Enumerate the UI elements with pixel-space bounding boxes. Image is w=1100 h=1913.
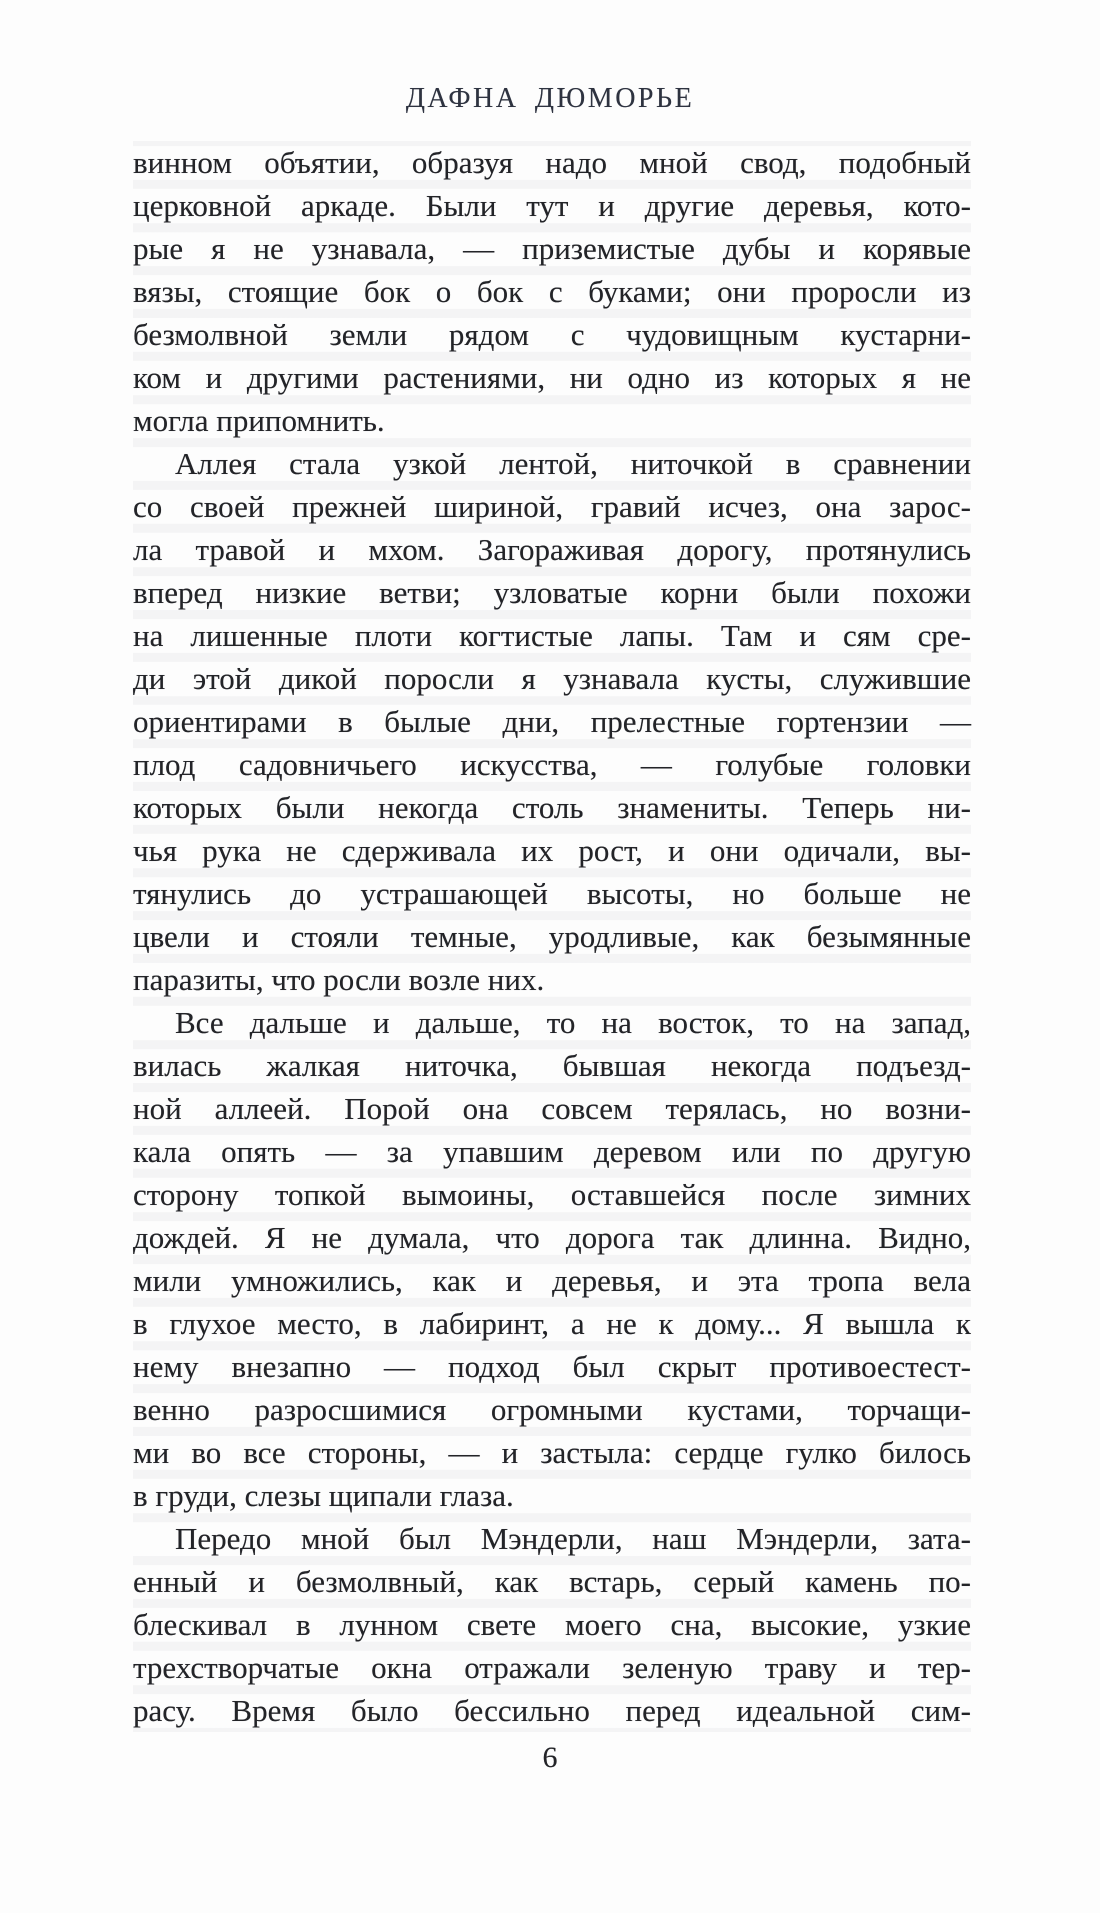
paragraph [133,1001,971,1517]
text-line: Все дальше и дальше, то на восток, то на запад, [175,1005,971,1040]
text-line: трехстворчатые окна отражали зеленую траву и тер- [133,1650,971,1685]
text-line: которых были некогда столь знамениты. Теперь ни- [133,790,971,825]
text-line: венно разросшимися огромными кустами, торчащи- [133,1392,971,1427]
text-line: в глухое место, в лабиринт, а не к дому... Я вышла к [133,1306,971,1341]
text-line: блескивал в лунном свете моего сна, высокие, узкие [133,1607,971,1642]
running-header: ДАФНА ДЮМОРЬЕ [405,83,695,114]
text-line: на лишенные плоти когтистые лапы. Там и сям сре- [133,618,971,653]
text-line: рые я не узнавала, — приземистые дубы и корявые [133,231,971,266]
text-line: ла травой и мхом. Загораживая дорогу, протянулись [133,532,971,567]
text-line: мили умножились, как и деревья, и эта тропа вела [133,1263,971,1298]
text-line: ди этой дикой поросли я узнавала кусты, служившие [133,661,971,696]
paragraph [133,141,971,442]
text-line: расу. Время было бессильно перед идеальной сим- [133,1693,971,1728]
text-line: винном объятии, образуя надо мной свод, подобный [133,145,971,180]
text-line: дождей. Я не думала, что дорога так длинна. Видно, [133,1220,971,1255]
text-line: в груди, слезы щипали глаза. [133,1478,514,1513]
text-line: цвели и стояли темные, уродливые, как безымянные [133,919,971,954]
paragraph [133,1517,971,1732]
text-line: вязы, стоящие бок о бок с буками; они проросли из [133,274,971,309]
text-line: могла припомнить. [133,403,385,438]
body-text [133,141,971,1732]
text-line: ми во все стороны, — и застыла: сердце гулко билось [133,1435,971,1470]
text-line: Аллея стала узкой лентой, ниточкой в сравнении [175,446,971,481]
paragraph [133,442,971,1001]
text-line: ориентирами в былые дни, прелестные гортензии — [133,704,971,739]
text-line: ком и другими растениями, ни одно из которых я не [133,360,971,395]
text-line: плод садовничьего искусства, — голубые головки [133,747,971,782]
text-line: нему внезапно — подход был скрыт противоестест- [133,1349,971,1384]
text-line: тянулись до устрашающей высоты, но больше не [133,876,971,911]
text-line: кала опять — за упавшим деревом или по другую [133,1134,971,1169]
text-line: чья рука не сдерживала их рост, и они одичали, вы- [133,833,971,868]
text-line: енный и безмолвный, как встарь, серый камень по- [133,1564,971,1599]
text-line: паразиты, что росли возле них. [133,962,545,997]
text-line: вперед низкие ветви; узловатые корни были похожи [133,575,971,610]
text-line: со своей прежней шириной, гравий исчез, она зарос- [133,489,971,524]
text-line: Передо мной был Мэндерли, наш Мэндерли, зата- [175,1521,971,1556]
text-line: безмолвной земли рядом с чудовищным кустарни- [133,317,971,352]
text-line: церковной аркаде. Были тут и другие деревья, кото- [133,188,971,223]
text-line: сторону топкой вымоины, оставшейся после зимних [133,1177,971,1212]
text-line: ной аллеей. Порой она совсем терялась, но возни- [133,1091,971,1126]
page-number: 6 [542,1741,558,1774]
text-line: вилась жалкая ниточка, бывшая некогда подъезд- [133,1048,971,1083]
